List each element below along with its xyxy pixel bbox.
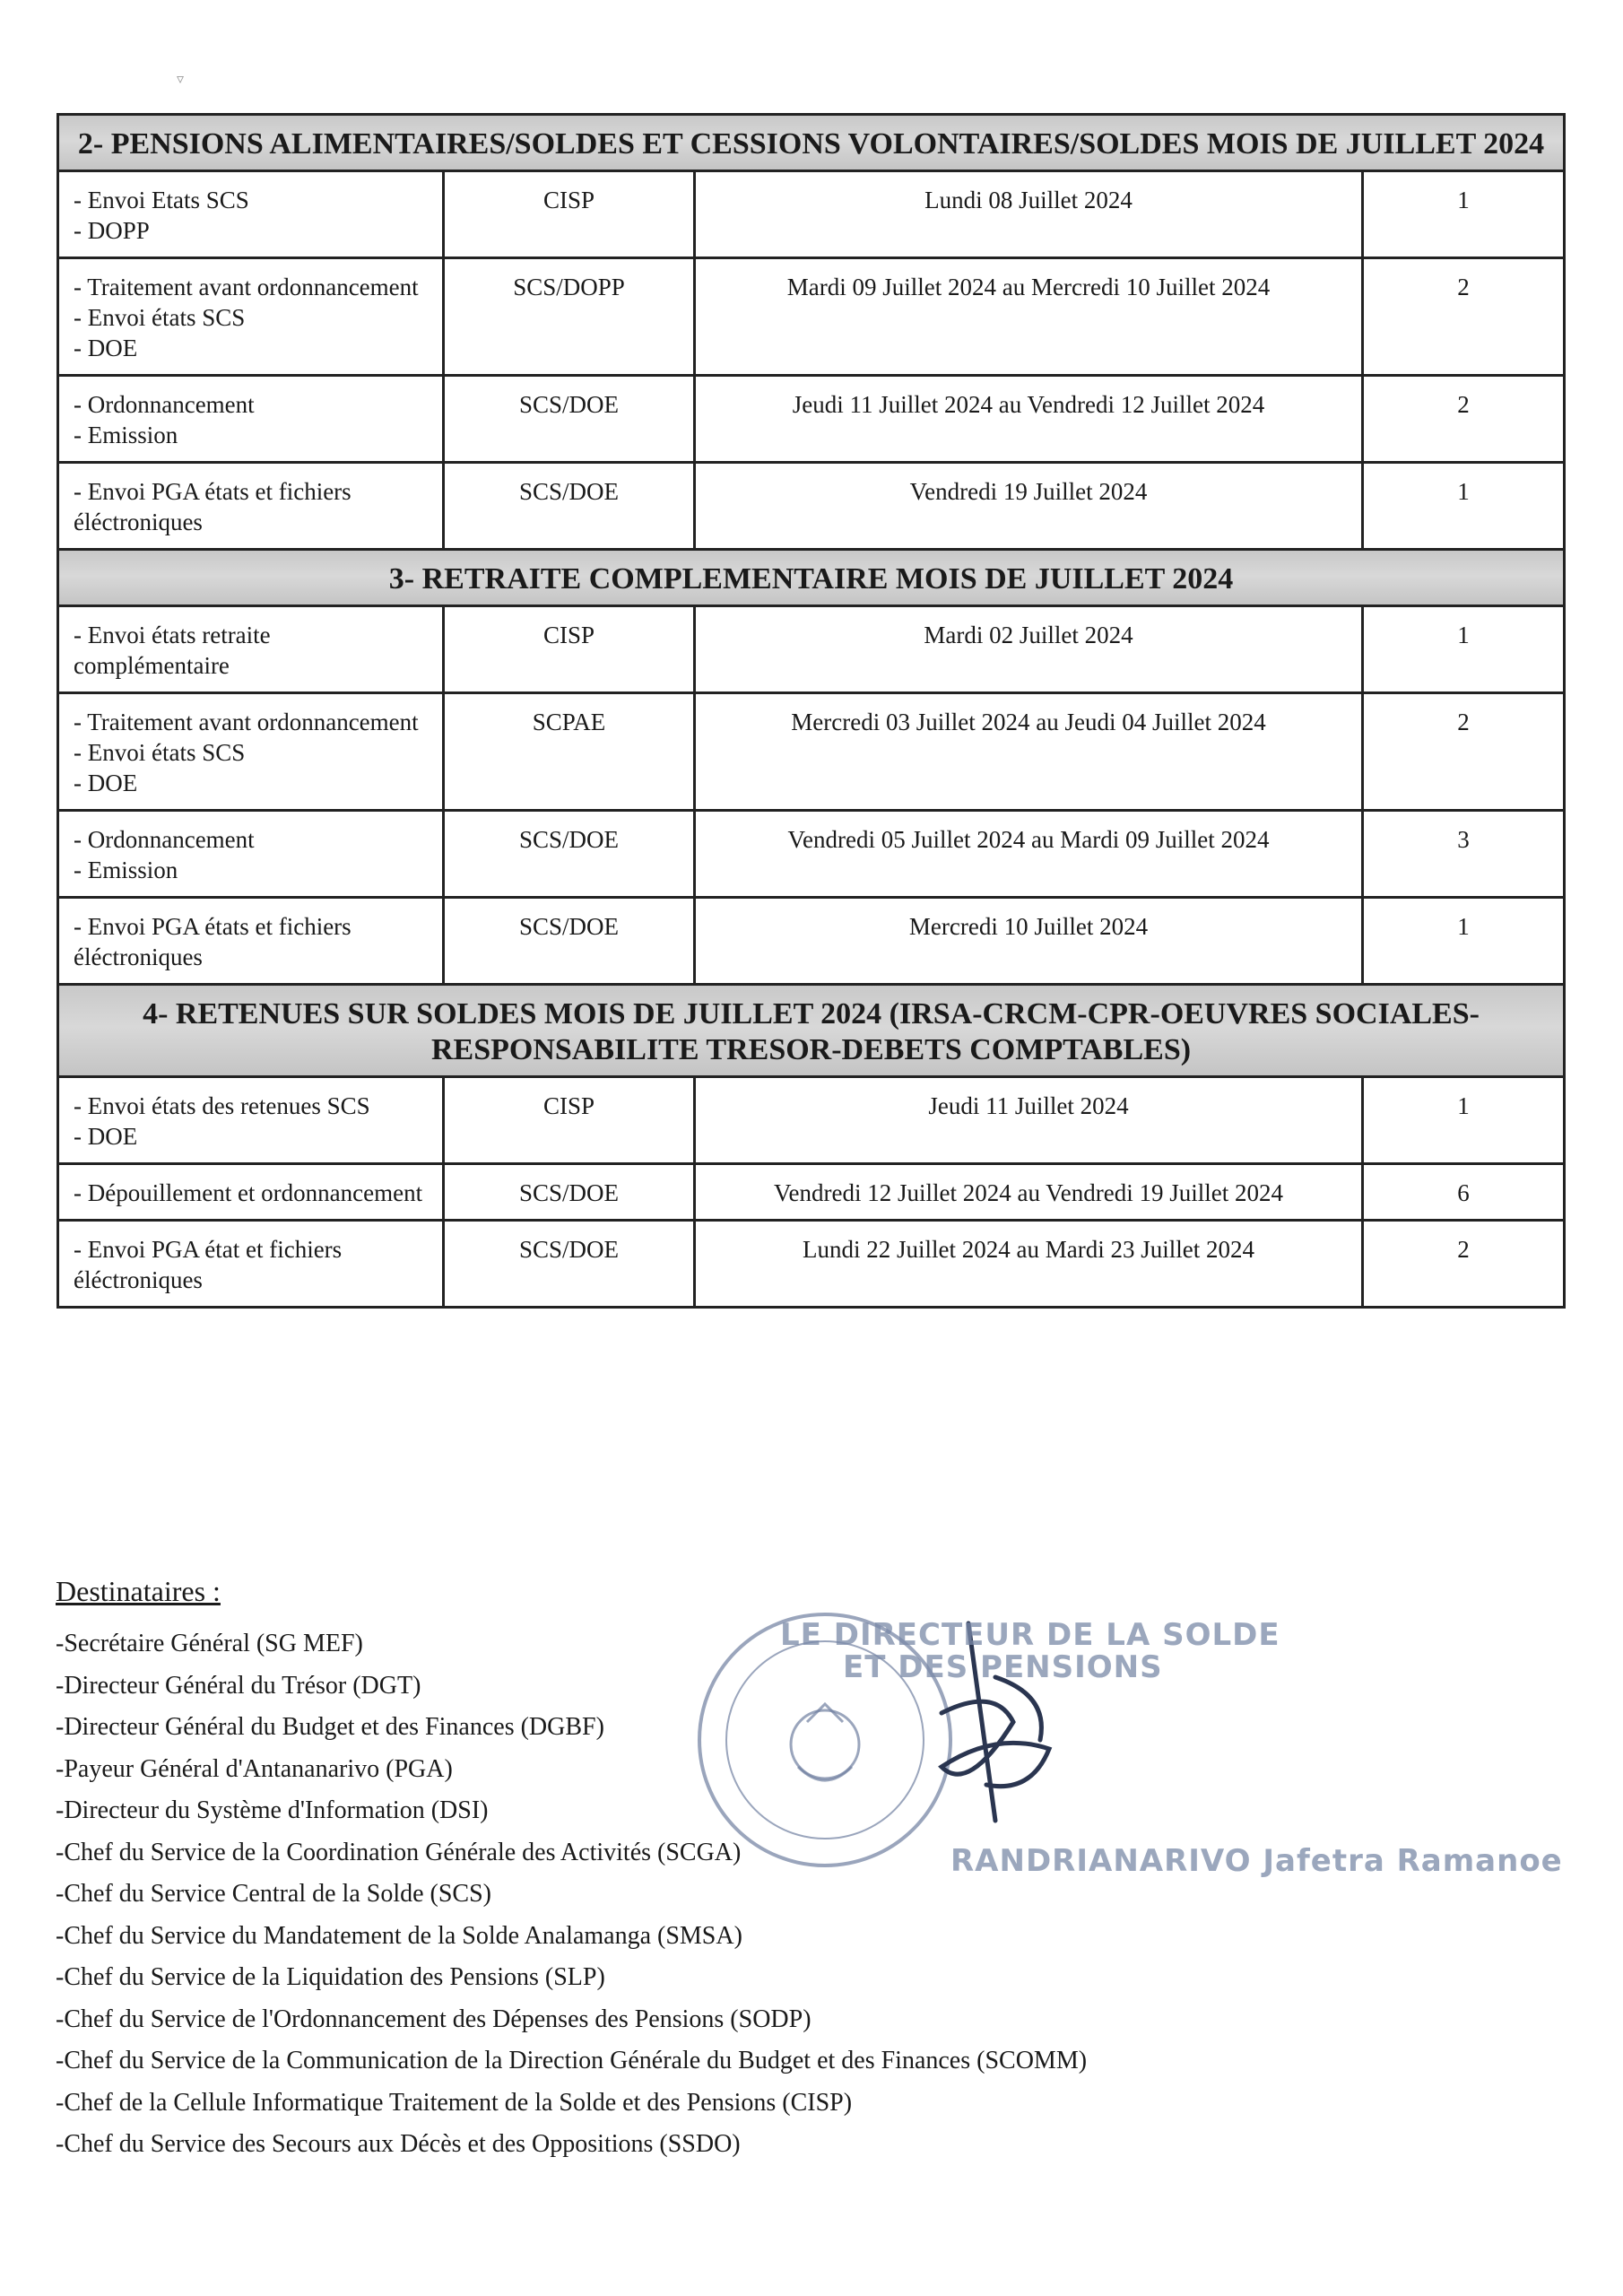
days-cell: 1 <box>1363 606 1565 693</box>
actor-cell: SCS/DOPP <box>444 258 695 376</box>
task-line: - Traitement avant ordonnancement <box>74 709 419 735</box>
task-line: - Envoi états retraite complémentaire <box>74 622 271 679</box>
days-cell: 2 <box>1363 258 1565 376</box>
section-header <box>58 985 1565 1077</box>
task-cell <box>58 1164 444 1221</box>
table-row <box>58 811 1565 898</box>
task-line: - Dépouillement et ordonnancement <box>74 1179 423 1206</box>
task-line: - Ordonnancement <box>74 391 255 418</box>
actor-cell: CISP <box>444 1077 695 1164</box>
task-line: - Emission <box>74 422 178 448</box>
task-cell <box>58 258 444 376</box>
table-row <box>58 376 1565 463</box>
days-cell: 1 <box>1363 463 1565 550</box>
task-line: - Envoi états SCS <box>74 739 246 766</box>
stamp-title-line2: ET DES PENSIONS <box>843 1649 1163 1685</box>
recipient-item: -Directeur Général du Budget et des Finances (DGBF) <box>56 1713 604 1741</box>
days-cell: 6 <box>1363 1164 1565 1221</box>
task-line: - DOE <box>74 1123 138 1150</box>
date-cell: Vendredi 19 Juillet 2024 <box>695 463 1363 550</box>
table-row <box>58 1164 1565 1221</box>
section-header <box>58 115 1565 171</box>
table-row <box>58 898 1565 985</box>
stamp-title-line1: LE DIRECTEUR DE LA SOLDE <box>780 1617 1280 1653</box>
recipient-item: -Chef du Service des Secours aux Décès et des Oppositions (SSDO) <box>56 2130 741 2158</box>
actor-cell: CISP <box>444 606 695 693</box>
task-cell <box>58 898 444 985</box>
date-cell: Jeudi 11 Juillet 2024 <box>695 1077 1363 1164</box>
date-cell: Mercredi 10 Juillet 2024 <box>695 898 1363 985</box>
date-cell: Vendredi 12 Juillet 2024 au Vendredi 19 Juillet 2024 <box>695 1164 1363 1221</box>
recipient-item: -Chef du Service du Mandatement de la Solde Analamanga (SMSA) <box>56 1921 742 1950</box>
date-cell: Mardi 02 Juillet 2024 <box>695 606 1363 693</box>
schedule-table <box>56 113 1566 1309</box>
recipient-item: -Directeur du Système d'Information (DSI) <box>56 1796 489 1824</box>
section-header <box>58 550 1565 606</box>
actor-cell: SCS/DOE <box>444 1164 695 1221</box>
table-row <box>58 1077 1565 1164</box>
page-mark: ▿ <box>177 72 185 87</box>
days-cell: 1 <box>1363 1077 1565 1164</box>
table-row <box>58 463 1565 550</box>
task-line: - DOE <box>74 770 138 796</box>
actor-cell: SCPAE <box>444 693 695 811</box>
date-cell: Mardi 09 Juillet 2024 au Mercredi 10 Juillet 2024 <box>695 258 1363 376</box>
task-cell <box>58 606 444 693</box>
task-line: - Envoi PGA état et fichiers éléctroniques <box>74 1236 343 1293</box>
task-line: - Envoi PGA états et fichiers éléctroniques <box>74 913 352 970</box>
section-title: 4- RETENUES SUR SOLDES MOIS DE JUILLET 2024 (IRSA-CRCM-CPR-OEUVRES SOCIALES-RESPONSABILITE TRESOR-DEBETS COMPTABLES) <box>58 985 1565 1077</box>
task-cell <box>58 171 444 258</box>
task-line: - DOPP <box>74 217 150 244</box>
table-row <box>58 606 1565 693</box>
task-cell <box>58 463 444 550</box>
days-cell: 1 <box>1363 171 1565 258</box>
task-line: - Envoi états SCS <box>74 304 246 331</box>
schedule-body <box>58 115 1565 1308</box>
table-row <box>58 1221 1565 1308</box>
actor-cell: SCS/DOE <box>444 1221 695 1308</box>
table-row <box>58 258 1565 376</box>
date-cell: Mercredi 03 Juillet 2024 au Jeudi 04 Juillet 2024 <box>695 693 1363 811</box>
task-cell <box>58 1221 444 1308</box>
stamp-signatory: RANDRIANARIVO Jafetra Ramanoe <box>950 1843 1563 1879</box>
days-cell: 2 <box>1363 693 1565 811</box>
actor-cell: SCS/DOE <box>444 811 695 898</box>
recipient-item: -Chef du Service de l'Ordonnancement des Dépenses des Pensions (SODP) <box>56 2005 812 2033</box>
task-line: - Envoi états des retenues SCS <box>74 1092 370 1119</box>
days-cell: 1 <box>1363 898 1565 985</box>
recipient-item: -Payeur Général d'Antananarivo (PGA) <box>56 1754 453 1783</box>
section-title: 2- PENSIONS ALIMENTAIRES/SOLDES ET CESSIONS VOLONTAIRES/SOLDES MOIS DE JUILLET 2024 <box>58 115 1565 171</box>
task-line: - Traitement avant ordonnancement <box>74 274 419 300</box>
date-cell: Lundi 22 Juillet 2024 au Mardi 23 Juillet 2024 <box>695 1221 1363 1308</box>
recipient-item: -Chef du Service de la Coordination Générale des Activités (SCGA) <box>56 1838 742 1866</box>
date-cell: Jeudi 11 Juillet 2024 au Vendredi 12 Juillet 2024 <box>695 376 1363 463</box>
task-line: - DOE <box>74 335 138 361</box>
section-title: 3- RETRAITE COMPLEMENTAIRE MOIS DE JUILLET 2024 <box>58 550 1565 606</box>
date-cell: Lundi 08 Juillet 2024 <box>695 171 1363 258</box>
days-cell: 3 <box>1363 811 1565 898</box>
table-row <box>58 171 1565 258</box>
task-line: - Envoi Etats SCS <box>74 187 249 213</box>
actor-cell: SCS/DOE <box>444 898 695 985</box>
table-row <box>58 693 1565 811</box>
actor-cell: CISP <box>444 171 695 258</box>
days-cell: 2 <box>1363 376 1565 463</box>
recipient-item: -Chef du Service Central de la Solde (SCS) <box>56 1880 492 1908</box>
recipient-item: -Directeur Général du Trésor (DGT) <box>56 1671 421 1700</box>
task-cell <box>58 376 444 463</box>
task-cell <box>58 811 444 898</box>
task-line: - Ordonnancement <box>74 826 255 853</box>
task-cell <box>58 693 444 811</box>
task-line: - Emission <box>74 857 178 883</box>
recipient-item: -Chef de la Cellule Informatique Traitement de la Solde et des Pensions (CISP) <box>56 2088 853 2117</box>
actor-cell: SCS/DOE <box>444 463 695 550</box>
task-line: - Envoi PGA états et fichiers éléctroniques <box>74 478 352 535</box>
date-cell: Vendredi 05 Juillet 2024 au Mardi 09 Juillet 2024 <box>695 811 1363 898</box>
recipients-heading: Destinataires : <box>56 1575 221 1607</box>
stamp-title <box>780 1619 1280 1683</box>
recipient-item: -Chef du Service de la Communication de la Direction Générale du Budget et des Finances (SCOMM) <box>56 2047 1088 2074</box>
recipient-item: -Chef du Service de la Liquidation des Pensions (SLP) <box>56 1963 605 1991</box>
recipient-item: -Secrétaire Général (SG MEF) <box>56 1630 363 1657</box>
days-cell: 2 <box>1363 1221 1565 1308</box>
actor-cell: SCS/DOE <box>444 376 695 463</box>
task-cell <box>58 1077 444 1164</box>
